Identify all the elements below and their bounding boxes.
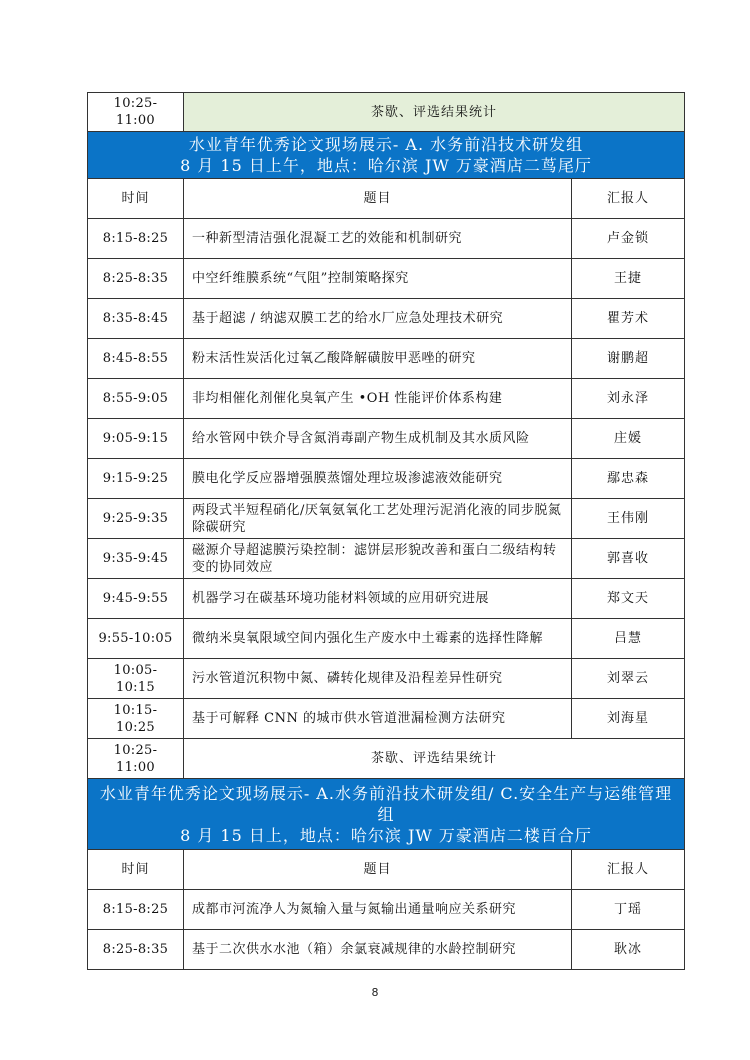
table-row — [88, 890, 685, 930]
session-banner-title: 水业青年优秀论文现场展示- A.水务前沿技术研发组/ C.安全生产与运维管理组 — [99, 783, 673, 824]
break-label: 茶歇、评选结果统计 — [184, 739, 685, 779]
session-banner-cell — [88, 779, 685, 850]
table-row — [88, 539, 685, 579]
row-time: 8:25-8:35 — [88, 259, 184, 299]
row-title: 基于可解释 CNN 的城市供水管道泄漏检测方法研究 — [184, 699, 572, 739]
row-presenter: 刘海星 — [572, 699, 685, 739]
row-time: 8:45-8:55 — [88, 339, 184, 379]
row-title: 膜电化学反应器增强膜蒸馏处理垃圾渗滤液效能研究 — [184, 459, 572, 499]
table-row — [88, 419, 685, 459]
row-time: 8:15-8:25 — [88, 219, 184, 259]
row-presenter: 庄媛 — [572, 419, 685, 459]
row-presenter: 刘永泽 — [572, 379, 685, 419]
table-header-row — [88, 179, 685, 219]
row-title: 磁源介导超滤膜污染控制：滤饼层形貌改善和蛋白二级结构转变的协同效应 — [184, 539, 572, 579]
row-time: 9:55-10:05 — [88, 619, 184, 659]
session-banner-title: 水业青年优秀论文现场展示- A. 水务前沿技术研发组 — [188, 135, 584, 154]
row-title: 给水管网中铁介导含氮消毒副产物生成机制及其水质风险 — [184, 419, 572, 459]
row-time: 8:15-8:25 — [88, 890, 184, 930]
page-number: 8 — [371, 986, 379, 999]
session-banner-cell — [88, 132, 685, 179]
header-presenter: 汇报人 — [572, 850, 685, 890]
header-time: 时间 — [88, 179, 184, 219]
row-title: 非均相催化剂催化臭氧产生 •OH 性能评价体系构建 — [184, 379, 572, 419]
table-row — [88, 699, 685, 739]
session-banner-location: 8 月 15 日上午，地点：哈尔滨 JW 万豪酒店二茑尾厅 — [180, 156, 592, 175]
header-presenter: 汇报人 — [572, 179, 685, 219]
row-time: 9:25-9:35 — [88, 499, 184, 539]
row-title: 基于超滤 / 纳滤双膜工艺的给水厂应急处理技术研究 — [184, 299, 572, 339]
row-presenter: 卢金锁 — [572, 219, 685, 259]
table-row — [88, 459, 685, 499]
row-presenter: 刘翠云 — [572, 659, 685, 699]
header-title: 题目 — [184, 850, 572, 890]
table-row — [88, 930, 685, 970]
row-title: 一种新型清洁强化混凝工艺的效能和机制研究 — [184, 219, 572, 259]
row-presenter: 郭喜收 — [572, 539, 685, 579]
table-row — [88, 499, 685, 539]
row-title: 成都市河流净人为氮输入量与氮输出通量响应关系研究 — [184, 890, 572, 930]
row-title: 微纳米臭氧限域空间内强化生产废水中土霉素的选择性降解 — [184, 619, 572, 659]
row-title: 两段式半短程硝化/厌氧氨氧化工艺处理污泥消化液的同步脱氮除碳研究 — [184, 499, 572, 539]
row-presenter: 谢鹏超 — [572, 339, 685, 379]
row-time: 8:35-8:45 — [88, 299, 184, 339]
row-presenter: 耿冰 — [572, 930, 685, 970]
session-banner — [88, 132, 685, 179]
row-time: 8:25-8:35 — [88, 930, 184, 970]
row-time: 9:45-9:55 — [88, 579, 184, 619]
row-presenter: 丁瑶 — [572, 890, 685, 930]
header-title: 题目 — [184, 179, 572, 219]
row-title: 中空纤维膜系统“气阻”控制策略探究 — [184, 259, 572, 299]
row-presenter: 瞿芳术 — [572, 299, 685, 339]
table-row — [88, 579, 685, 619]
header-time: 时间 — [88, 850, 184, 890]
row-presenter: 鄢忠森 — [572, 459, 685, 499]
row-title: 机器学习在碳基环境功能材料领域的应用研究进展 — [184, 579, 572, 619]
row-time: 10:05-10:15 — [88, 659, 184, 699]
row-time: 8:55-9:05 — [88, 379, 184, 419]
row-presenter: 吕慧 — [572, 619, 685, 659]
break-row — [88, 739, 685, 779]
row-title: 污水管道沉积物中氮、磷转化规律及沿程差异性研究 — [184, 659, 572, 699]
table-row — [88, 619, 685, 659]
table-row — [88, 379, 685, 419]
table-header-row — [88, 850, 685, 890]
row-title: 粉末活性炭活化过氧乙酸降解磺胺甲恶唑的研究 — [184, 339, 572, 379]
break-label: 茶歇、评选结果统计 — [184, 93, 685, 132]
table-row — [88, 219, 685, 259]
table-row — [88, 259, 685, 299]
break-time: 10:25-11:00 — [88, 739, 184, 779]
table-row — [88, 659, 685, 699]
table-row — [88, 339, 685, 379]
session-banner — [88, 779, 685, 850]
break-time: 10:25-11:00 — [88, 93, 184, 132]
schedule-table — [87, 92, 685, 970]
break-row — [88, 93, 685, 132]
row-presenter: 郑文天 — [572, 579, 685, 619]
session-banner-location: 8 月 15 日上，地点：哈尔滨 JW 万豪酒店二楼百合厅 — [180, 825, 592, 845]
row-time: 9:05-9:15 — [88, 419, 184, 459]
row-title: 基于二次供水水池（箱）余氯衰减规律的水龄控制研究 — [184, 930, 572, 970]
row-time: 9:15-9:25 — [88, 459, 184, 499]
row-presenter: 王伟刚 — [572, 499, 685, 539]
row-presenter: 王捷 — [572, 259, 685, 299]
row-time: 10:15-10:25 — [88, 699, 184, 739]
table-row — [88, 299, 685, 339]
row-time: 9:35-9:45 — [88, 539, 184, 579]
